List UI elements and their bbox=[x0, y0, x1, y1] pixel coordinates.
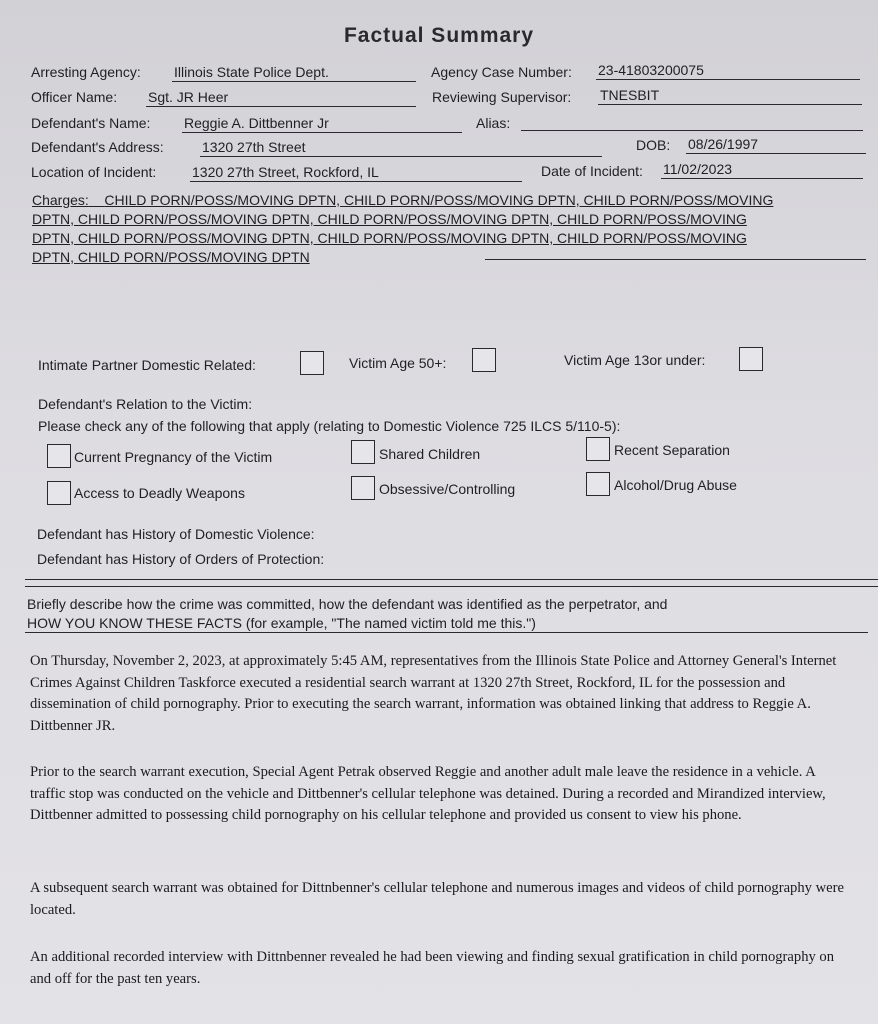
dob-label: DOB: bbox=[636, 137, 671, 153]
page-title: Factual Summary bbox=[343, 24, 535, 47]
victim-13-label: Victim Age 13or under: bbox=[564, 352, 706, 368]
pregnancy-checkbox[interactable] bbox=[47, 444, 71, 468]
deadly-weapons-checkbox[interactable] bbox=[47, 481, 71, 505]
defendant-address-label: Defendant's Address: bbox=[31, 139, 164, 155]
obsessive-label: Obsessive/Controlling bbox=[379, 481, 516, 497]
dob-field[interactable]: 08/26/1997 bbox=[686, 136, 866, 154]
pregnancy-label: Current Pregnancy of the Victim bbox=[74, 449, 273, 465]
victim-50-checkbox[interactable] bbox=[472, 348, 496, 372]
charges-block bbox=[32, 191, 792, 267]
section-divider-1 bbox=[25, 579, 878, 580]
history-dv-label: Defendant has History of Domestic Violence: bbox=[37, 526, 315, 542]
defendant-name-label: Defendant's Name: bbox=[31, 115, 151, 131]
charges-text[interactable]: CHILD PORN/POSS/MOVING DPTN, CHILD PORN/POSS/MOVING DPTN, CHILD PORN/POSS/MOVING DPTN, CHILD PORN/POSS/MOVING DPTN, CHILD PORN/POSS/MOVING DPTN, CHILD PORN/POSS/MOVING DPTN, CHILD PORN/POSS/MOVING DPTN, CHILD PORN/POSS/MOVING DPTN, CHILD PORN/POSS/MOVING DPTN, CHILD PORN/POSS/MOVING DPTN bbox=[32, 192, 774, 265]
location-label: Location of Incident: bbox=[31, 164, 157, 180]
agency-case-number-field[interactable]: 23-41803200075 bbox=[596, 62, 860, 80]
reviewing-supervisor-label: Reviewing Supervisor: bbox=[432, 89, 572, 105]
instructions-underline bbox=[25, 632, 868, 633]
charges-label: Charges: bbox=[32, 192, 89, 208]
history-op-label: Defendant has History of Orders of Protection: bbox=[37, 551, 325, 567]
location-field[interactable]: 1320 27th Street, Rockford, IL bbox=[190, 164, 522, 182]
relation-label: Defendant's Relation to the Victim: bbox=[38, 396, 253, 412]
reviewing-supervisor-field[interactable]: TNESBIT bbox=[598, 87, 862, 105]
defendant-address-field[interactable]: 1320 27th Street bbox=[200, 139, 602, 157]
alias-label: Alias: bbox=[476, 115, 511, 131]
alias-field[interactable] bbox=[521, 113, 863, 131]
narrative-paragraph-3: A subsequent search warrant was obtained for Dittnbenner's cellular telephone and numerous images and videos of child pornography were located. bbox=[30, 880, 844, 918]
recent-separation-label: Recent Separation bbox=[614, 442, 730, 458]
instructions-line-2: HOW YOU KNOW THESE FACTS (for example, "The named victim told me this.") bbox=[27, 615, 536, 631]
date-of-incident-field[interactable]: 11/02/2023 bbox=[661, 161, 863, 179]
defendant-name-field[interactable]: Reggie A. Dittbenner Jr bbox=[182, 115, 462, 133]
narrative-paragraph-2: Prior to the search warrant execution, Special Agent Petrak observed Reggie and another adult male leave the residence in a vehicle. A traffic stop was conducted on the vehicle and Dittbenner's cellular telephone was detained. During a recorded and Mirandized interview, Dittbenner admitted to possessing child pornography on his cellular telephone and provided us consent to view his phone. bbox=[30, 764, 826, 823]
alcohol-checkbox[interactable] bbox=[586, 472, 610, 496]
charges-underline bbox=[485, 259, 866, 260]
officer-name-label: Officer Name: bbox=[31, 89, 118, 105]
shared-children-label: Shared Children bbox=[379, 446, 481, 462]
section-divider-2 bbox=[25, 586, 878, 587]
dv-instruction: Please check any of the following that apply (relating to Domestic Violence 725 ILCS 5/110-5): bbox=[38, 418, 621, 434]
narrative-instructions bbox=[27, 595, 867, 633]
shared-children-checkbox[interactable] bbox=[351, 440, 375, 464]
narrative-paragraph-1: On Thursday, November 2, 2023, at approximately 5:45 AM, representatives from the Illinois State Police and Attorney General's Internet Crimes Against Children Taskforce executed a residential search warrant at 1320 27th Street, Rockford, IL for the possession and dissemination of child pornography. Prior to executing the search warrant, information was obtained linking that address to Reggie A. Dittbenner JR. bbox=[30, 653, 837, 734]
obsessive-checkbox[interactable] bbox=[351, 476, 375, 500]
intimate-partner-checkbox[interactable] bbox=[300, 351, 324, 375]
arresting-agency-field[interactable]: Illinois State Police Dept. bbox=[172, 64, 416, 82]
narrative-paragraph-4: An additional recorded interview with Dittnbenner revealed he had been viewing and finding sexual gratification in child pornography on and off for the past ten years. bbox=[30, 949, 835, 987]
alcohol-label: Alcohol/Drug Abuse bbox=[614, 477, 737, 493]
recent-separation-checkbox[interactable] bbox=[586, 437, 610, 461]
date-of-incident-label: Date of Incident: bbox=[541, 163, 643, 179]
arresting-agency-label: Arresting Agency: bbox=[31, 64, 141, 80]
deadly-weapons-label: Access to Deadly Weapons bbox=[74, 485, 245, 501]
officer-name-field[interactable]: Sgt. JR Heer bbox=[146, 89, 416, 107]
instructions-line-1: Briefly describe how the crime was committed, how the defendant was identified as the perpetrator, and bbox=[27, 596, 668, 612]
victim-13-checkbox[interactable] bbox=[739, 347, 763, 371]
agency-case-number-label: Agency Case Number: bbox=[431, 64, 572, 80]
victim-50-label: Victim Age 50+: bbox=[349, 355, 447, 371]
intimate-partner-label: Intimate Partner Domestic Related: bbox=[38, 357, 256, 373]
